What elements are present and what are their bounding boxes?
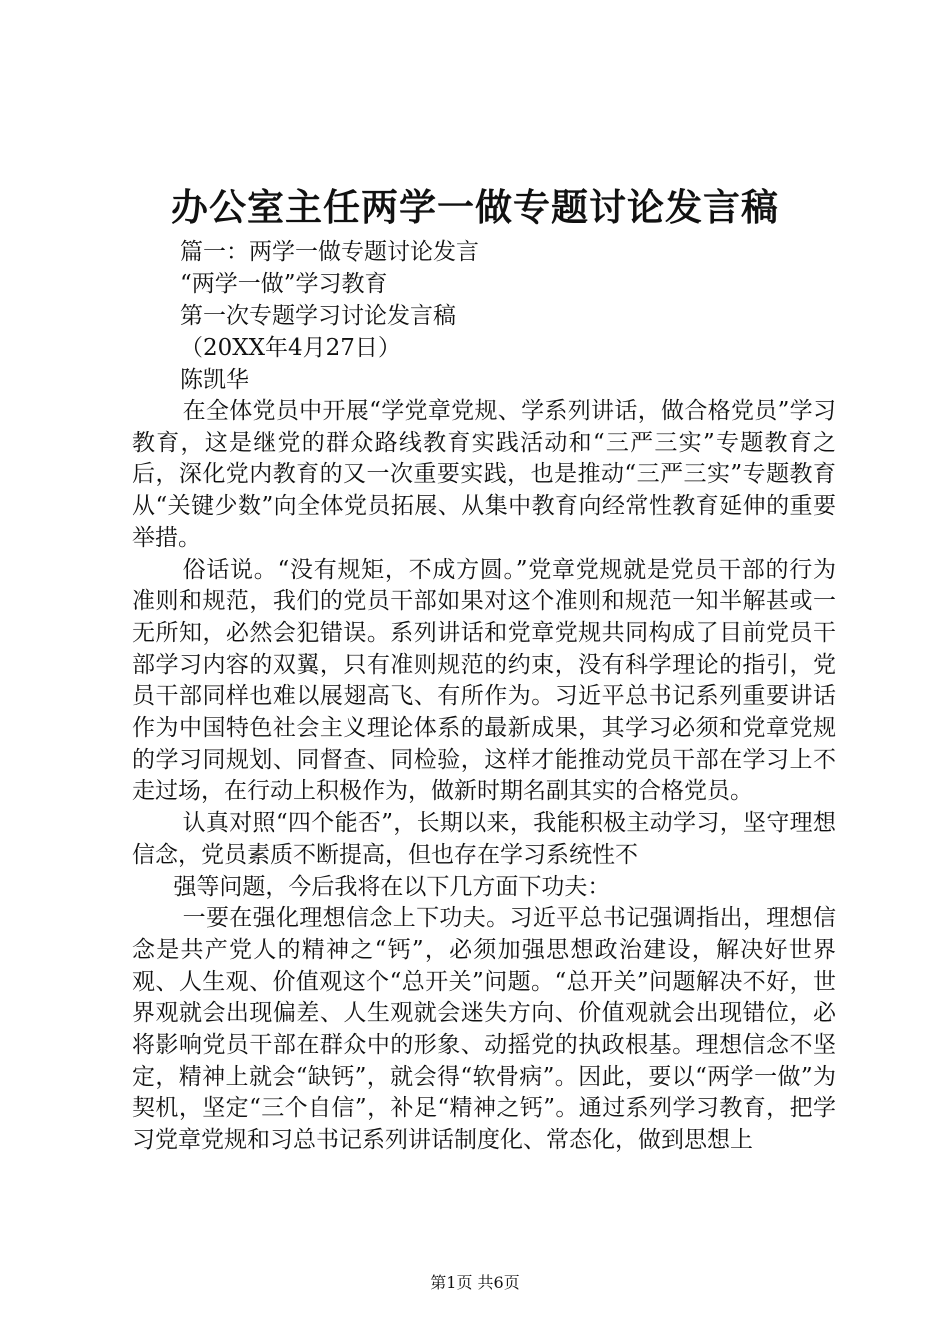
date-line: （20XX年4月27日）: [180, 335, 401, 361]
paragraph: 强等问题，今后我将在以下几方面下功夫：: [173, 873, 611, 900]
subtitle-line: “两学一做”学习教育: [180, 271, 388, 297]
subtitle-line: 第一次专题学习讨论发言稿: [180, 303, 456, 329]
paragraph: 在全体党员中开展“学党章党规、学系列讲话，做合格党员”学习教育，这是继党的群众路线教育实践活动和“三严三实”专题教育之后，深化党内教育的又一次重要实践，也是推动“三严三实”专题教育从“关键少数”向全体党员拓展、从集中教育向经常性教育延伸的重要举措。: [132, 398, 836, 551]
page-footer: 第1页 共6页: [430, 1273, 520, 1292]
paragraph: 一要在强化理想信念上下功夫。习近平总书记强调指出，理想信念是共产党人的精神之“钙”，必须加强思想政治建设，解决好世界观、人生观、价值观这个“总开关”问题。“总开关”问题解决不好，世界观就会出现偏差、人生观就会迷失方向、价值观就会出现错位，必将影响党员干部在群众中的形象、动摇党的执政根基。理想信念不坚定，精神上就会“缺钙”，就会得“软骨病”。因此，要以“两学一做”为契机，坚定“三个自信”，补足“精神之钙”。通过系列学习教育，把学习党章党规和习总书记系列讲话制度化、常态化，做到思想上: [132, 905, 836, 1154]
author-line: 陈凯华: [180, 367, 249, 393]
body-text: [132, 396, 836, 1157]
paragraph: 认真对照“四个能否”，长期以来，我能积极主动学习，坚守理想信念，党员素质不断提高，但也存在学习系统性不: [132, 810, 836, 868]
section-heading: 篇一：两学一做专题讨论发言: [180, 239, 479, 265]
header-block: [180, 236, 880, 396]
paragraph: 俗话说。“没有规矩，不成方圆。”党章党规就是党员干部的行为准则和规范，我们的党员干部如果对这个准则和规范一知半解甚或一无所知，必然会犯错误。系列讲话和党章党规共同构成了目前党员干部学习内容的双翼，只有准则规范的约束，没有科学理论的指引，党员干部同样也难以展翅高飞、有所作为。习近平总书记系列重要讲话作为中国特色社会主义理论体系的最新成果，其学习必须和党章党规的学习同规划、同督查、同检验，这样才能推动党员干部在学习上不走过场，在行动上积极作为，做新时期名副其实的合格党员。: [132, 556, 836, 805]
document-title: 办公室主任两学一做专题讨论发言稿: [171, 186, 779, 229]
